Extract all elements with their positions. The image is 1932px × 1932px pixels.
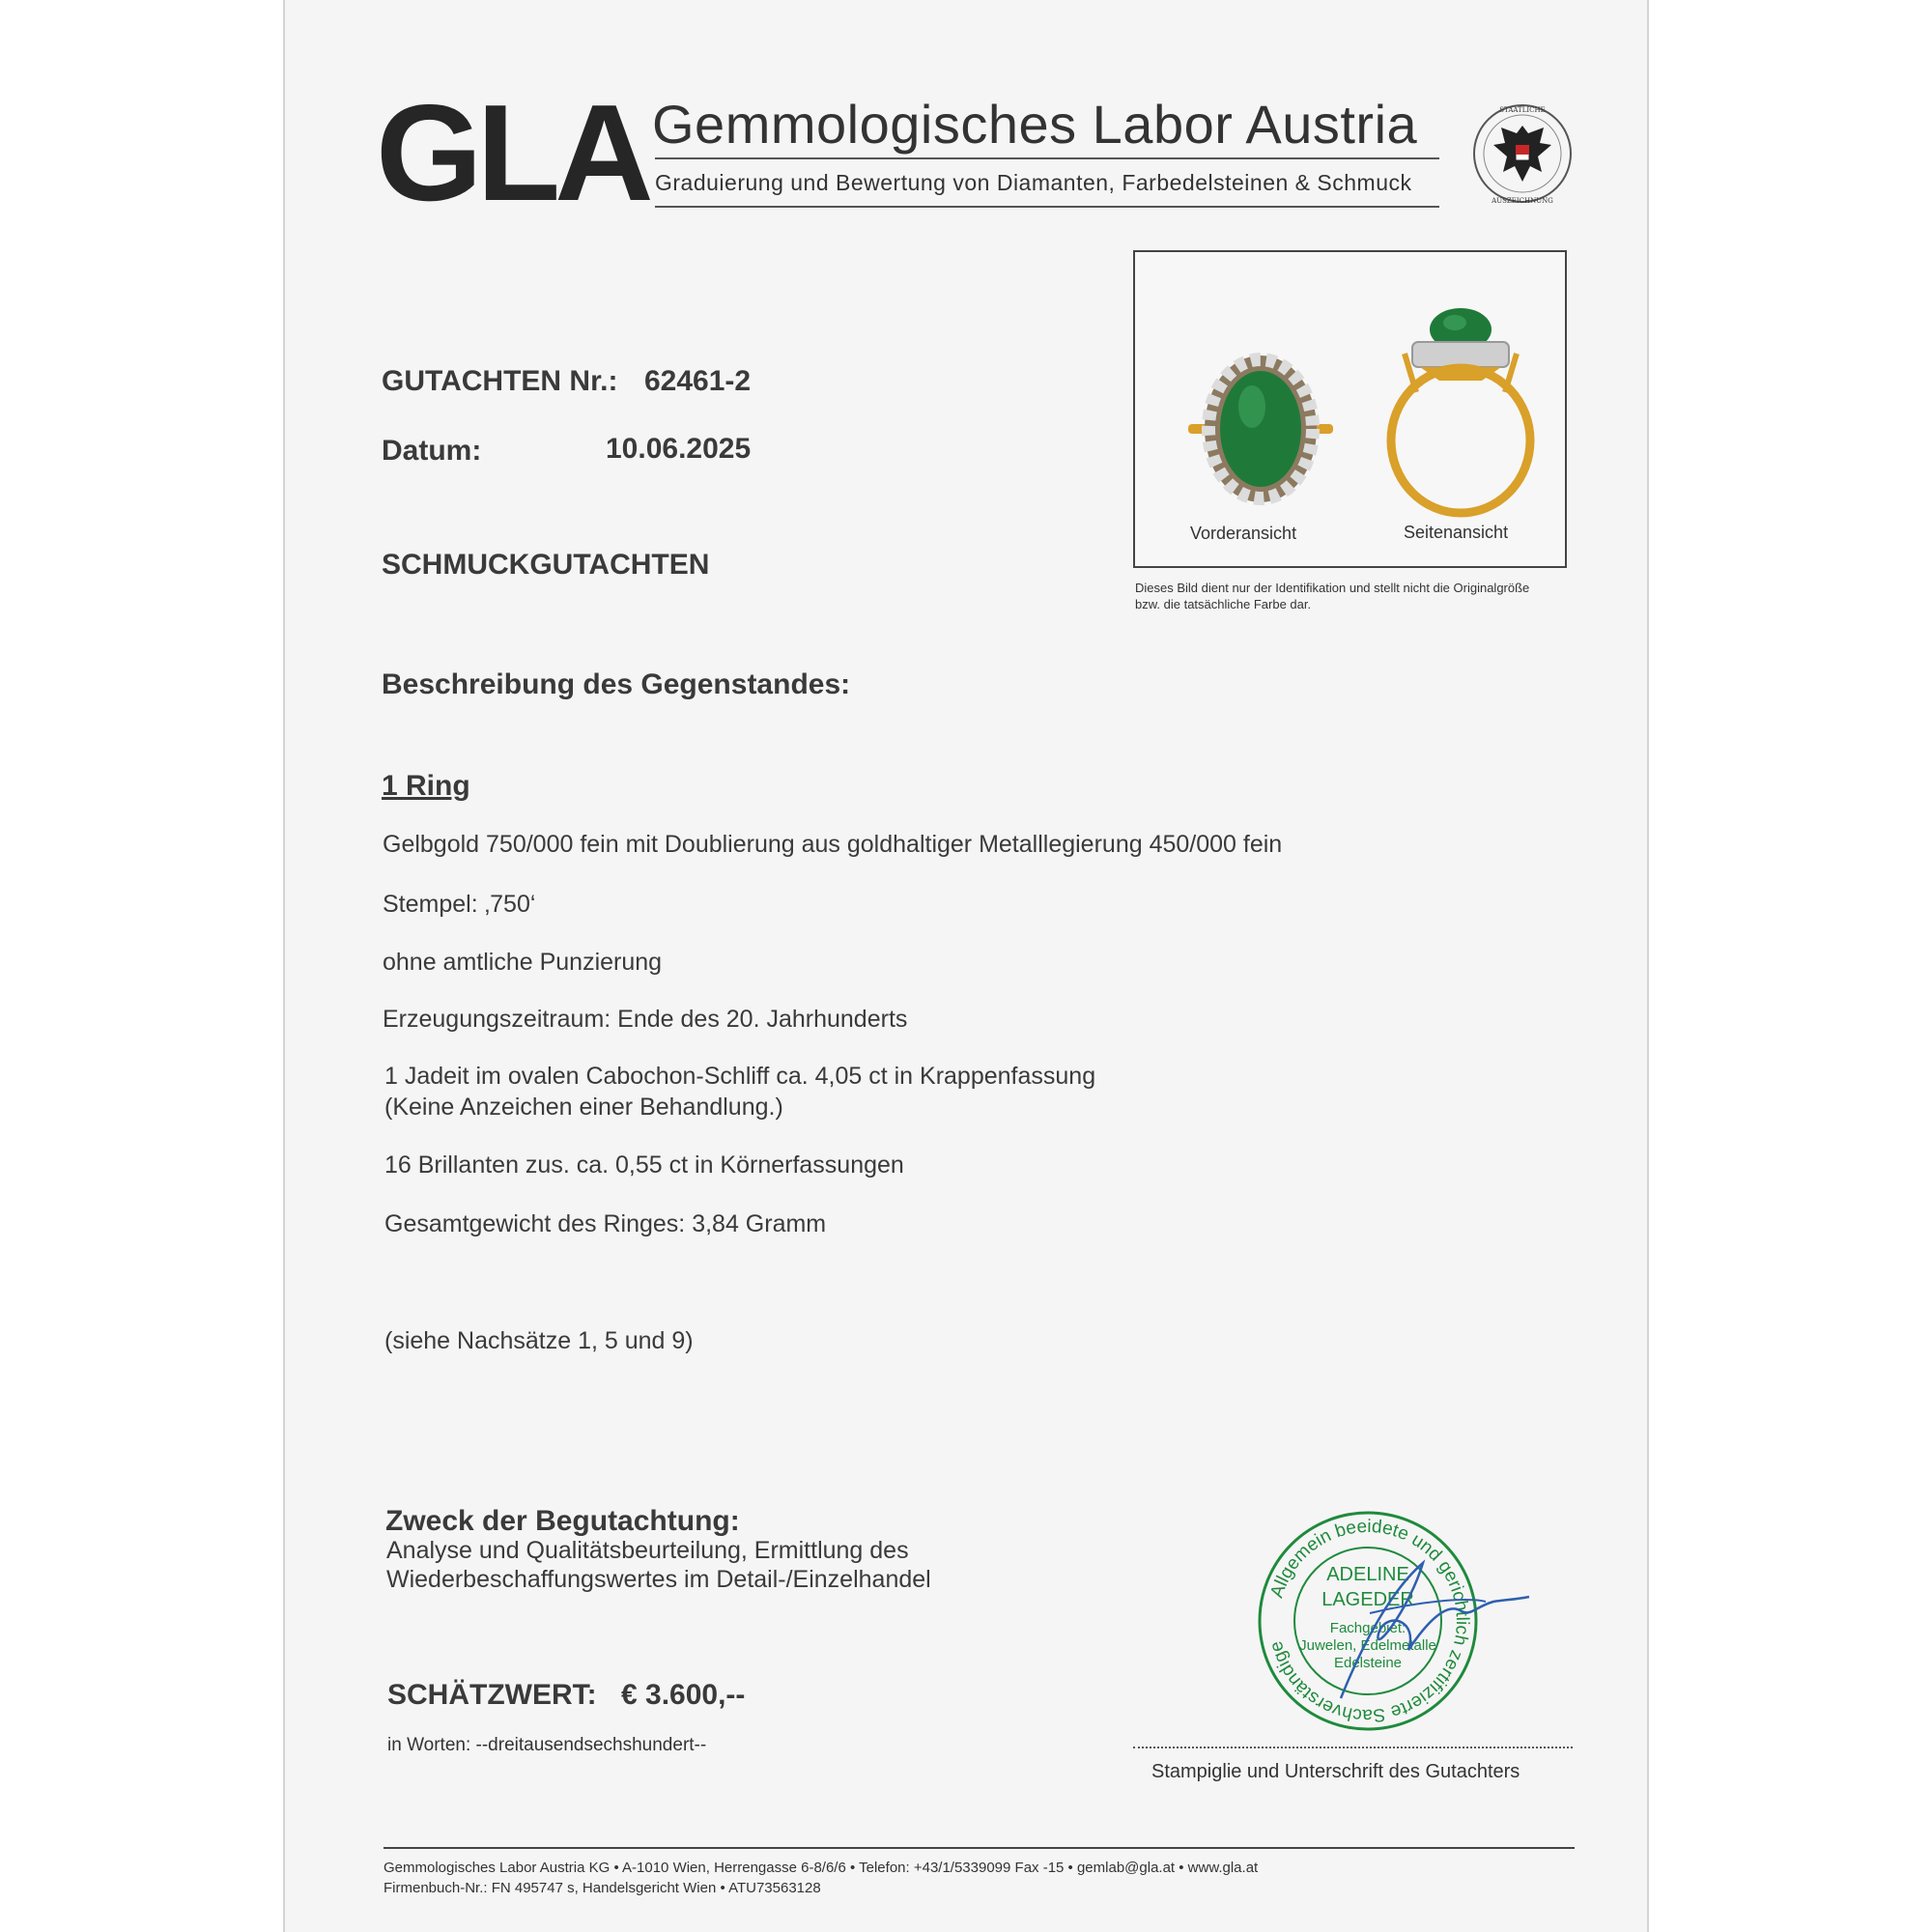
photo-disclaimer: Dieses Bild dient nur der Identifikation und stellt nicht die Originalgröße bzw. die tatsächliche Farbe dar.: [1135, 581, 1530, 611]
valuation-in-words: in Worten: --dreitausendsechshundert--: [387, 1735, 707, 1755]
supplement-reference: (siehe Nachsätze 1, 5 und 9): [384, 1327, 694, 1354]
description-line: 16 Brillanten zus. ca. 0,55 ct in Körnerfassungen: [384, 1151, 904, 1179]
stamp-name-last: LAGEDER: [1321, 1589, 1414, 1610]
description-line: Gesamtgewicht des Ringes: 3,84 Gramm: [384, 1210, 827, 1237]
lab-name: Gemmologisches Labor Austria: [652, 94, 1418, 155]
document-type: SCHMUCKGUTACHTEN: [382, 549, 710, 581]
description-line: Erzeugungszeitraum: Ende des 20. Jahrhunderts: [383, 1006, 908, 1033]
front-view-caption: Vorderansicht: [1190, 524, 1297, 543]
stamp-name-first: ADELINE: [1326, 1564, 1409, 1585]
stamp-role-fields: Juwelen, Edelmetalle: [1299, 1637, 1436, 1654]
valuation-label: SCHÄTZWERT:: [387, 1679, 597, 1711]
purpose-heading: Zweck der Begutachtung:: [385, 1505, 740, 1537]
description-line: 1 Jadeit im ovalen Cabochon-Schliff ca. 4,05 ct in Krappenfassung: [384, 1063, 1096, 1090]
ring-photo-box: [1133, 250, 1567, 568]
footer-rule: [384, 1847, 1575, 1849]
date-value: 10.06.2025: [606, 433, 752, 465]
report-number-value: 62461-2: [644, 365, 752, 397]
item-title: 1 Ring: [382, 770, 470, 802]
description-line: (Keine Anzeichen einer Behandlung.): [384, 1094, 783, 1121]
stamp-role-gems: Edelsteine: [1333, 1655, 1403, 1671]
stamp-ring-text: Allgemein beeidete und gerichtlich zertifizierte Sachverständige: [1265, 1516, 1473, 1726]
purpose-line: Wiederbeschaffungswertes im Detail-/Einzelhandel: [386, 1566, 931, 1593]
purpose-line: Analyse und Qualitätsbeurteilung, Ermittlung des: [386, 1537, 909, 1564]
description-line: Gelbgold 750/000 fein mit Doublierung aus goldhaltiger Metalllegierung 450/000 fein: [383, 831, 1283, 858]
signature-line: [1133, 1747, 1573, 1748]
ring-side-view-image: [1381, 305, 1541, 518]
date-label: Datum:: [382, 435, 482, 467]
footer-address-line: Gemmologisches Labor Austria KG • A-1010 Wien, Herrengasse 6-8/6/6 • Telefon: +43/1/5339099 Fax -15 • gemlab@gla.at • www.gla.at: [384, 1860, 1259, 1876]
description-line: Stempel: ‚750‘: [383, 891, 536, 918]
side-view-caption: Seitenansicht: [1404, 523, 1509, 542]
header-rule-top: [655, 157, 1439, 159]
emblem-text-bottom: AUSZEICHNUNG: [1492, 197, 1553, 205]
expert-stamp-seal: [1254, 1505, 1544, 1737]
description-line: ohne amtliche Punzierung: [383, 949, 663, 976]
state-award-eagle-icon: [1470, 97, 1575, 211]
header-rule-bottom: [655, 206, 1439, 208]
stamp-caption: Stampiglie und Unterschrift des Gutachters: [1151, 1761, 1520, 1782]
lab-subtitle: Graduierung und Bewertung von Diamanten, Farbedelsteinen & Schmuck: [655, 170, 1412, 195]
footer-registry-line: Firmenbuch-Nr.: FN 495747 s, Handelsgericht Wien • ATU73563128: [384, 1880, 821, 1896]
valuation-value: € 3.600,--: [621, 1679, 746, 1711]
description-heading: Beschreibung des Gegenstandes:: [382, 668, 851, 700]
ring-front-view-image: [1188, 349, 1333, 513]
gla-logo: GLA: [376, 76, 648, 230]
report-number-label: GUTACHTEN Nr.:: [382, 365, 618, 397]
stamp-role-label: Fachgebiet:: [1329, 1620, 1406, 1636]
emblem-text-top: STAATLICHE: [1499, 106, 1546, 114]
